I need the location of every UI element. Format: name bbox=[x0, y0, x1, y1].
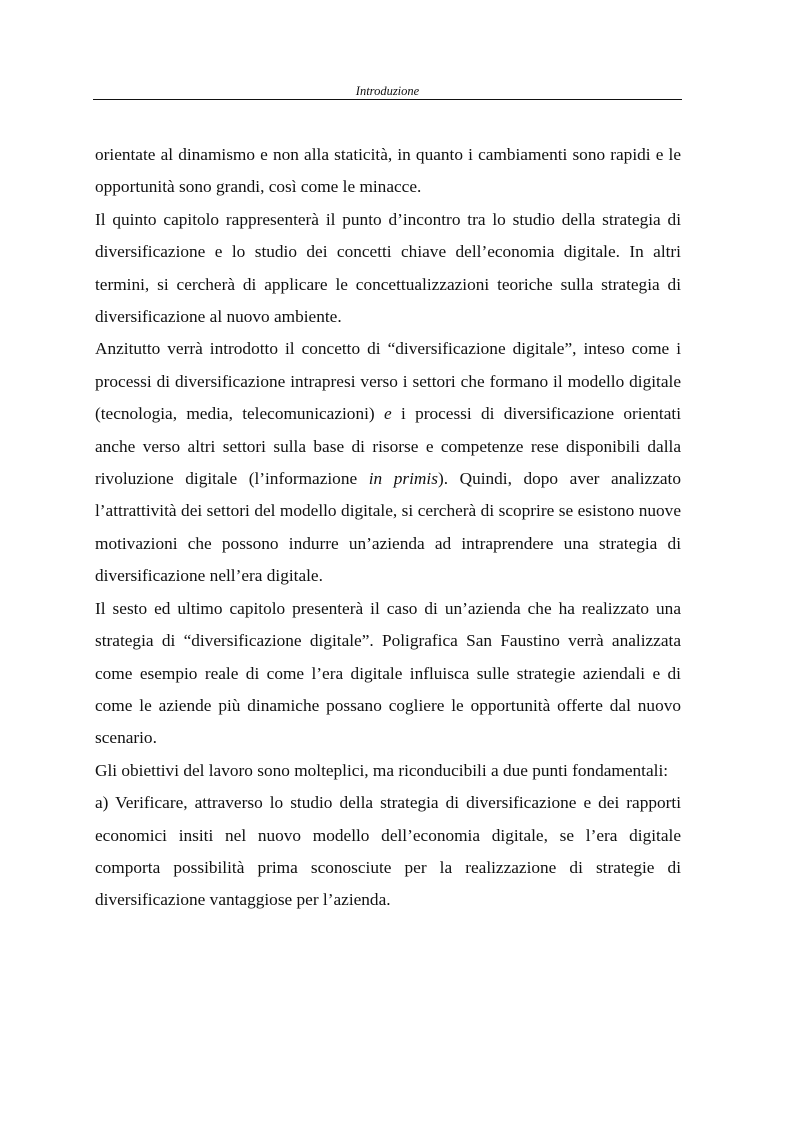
paragraph-2: Il quinto capitolo rappresenterà il punto d’incontro tra lo studio della strategia di diversificazione e lo studio dei concetti chiave dell’economia digitale. In altri termini, si cercherà di applicare le concettualizzazioni teoriche sulla strategia di diversificazione al nuovo ambiente. bbox=[95, 209, 681, 327]
running-header-title: Introduzione bbox=[355, 84, 420, 98]
paragraph-3-part-3: ). Quindi, dopo aver analizzato l’attrattività dei settori del modello digitale, si cercherà di scoprire se esistono nuove motivazioni che possono indurre un’azienda ad intraprendere una strategia di diversificazione nell’era digitale. bbox=[95, 469, 682, 586]
paragraph-3 bbox=[95, 333, 681, 592]
body-text bbox=[95, 139, 681, 917]
header-divider bbox=[93, 99, 682, 100]
paragraph-3-part-2: i processi di diversificazione orientati anche verso altri settori sulla base di risorse e competenze rese disponibili dalla rivoluzione digitale (l’informazione bbox=[95, 404, 681, 489]
paragraph-3-emphasis-in-primis: in primis bbox=[368, 469, 438, 489]
paragraph-1: orientate al dinamismo e non alla staticità, in quanto i cambiamenti sono rapidi e le opportunità sono grandi, così come le minacce. bbox=[95, 145, 681, 197]
paragraph-4: Il sesto ed ultimo capitolo presenterà il caso di un’azienda che ha realizzato una strategia di “diversificazione digitale”. Poligrafica San Faustino verrà analizzata come esempio reale di come l’era digitale influisca sulle strategie aziendali e di come le aziende più dinamiche possano cogliere le opportunità offerte dal nuovo scenario. bbox=[95, 598, 681, 748]
paragraph-3-emphasis-e: e bbox=[383, 404, 392, 424]
paragraph-3-part-1: Anzitutto verrà introdotto il concetto di “diversificazione digitale”, inteso come i processi di diversificazione intrapresi verso i settori che formano il modello digitale (tecnologia, media, telecomunicazioni) bbox=[95, 339, 681, 424]
paragraph-6: a) Verificare, attraverso lo studio della strategia di diversificazione e dei rapporti economici insiti nel nuovo modello dell’economia digitale, se l’era digitale comporta possibilità prima sconosciute per la realizzazione di strategie di diversificazione vantaggiose per l’azienda. bbox=[95, 793, 681, 910]
paragraph-5: Gli obiettivi del lavoro sono molteplici, ma riconducibili a due punti fondamentali: bbox=[95, 760, 669, 780]
